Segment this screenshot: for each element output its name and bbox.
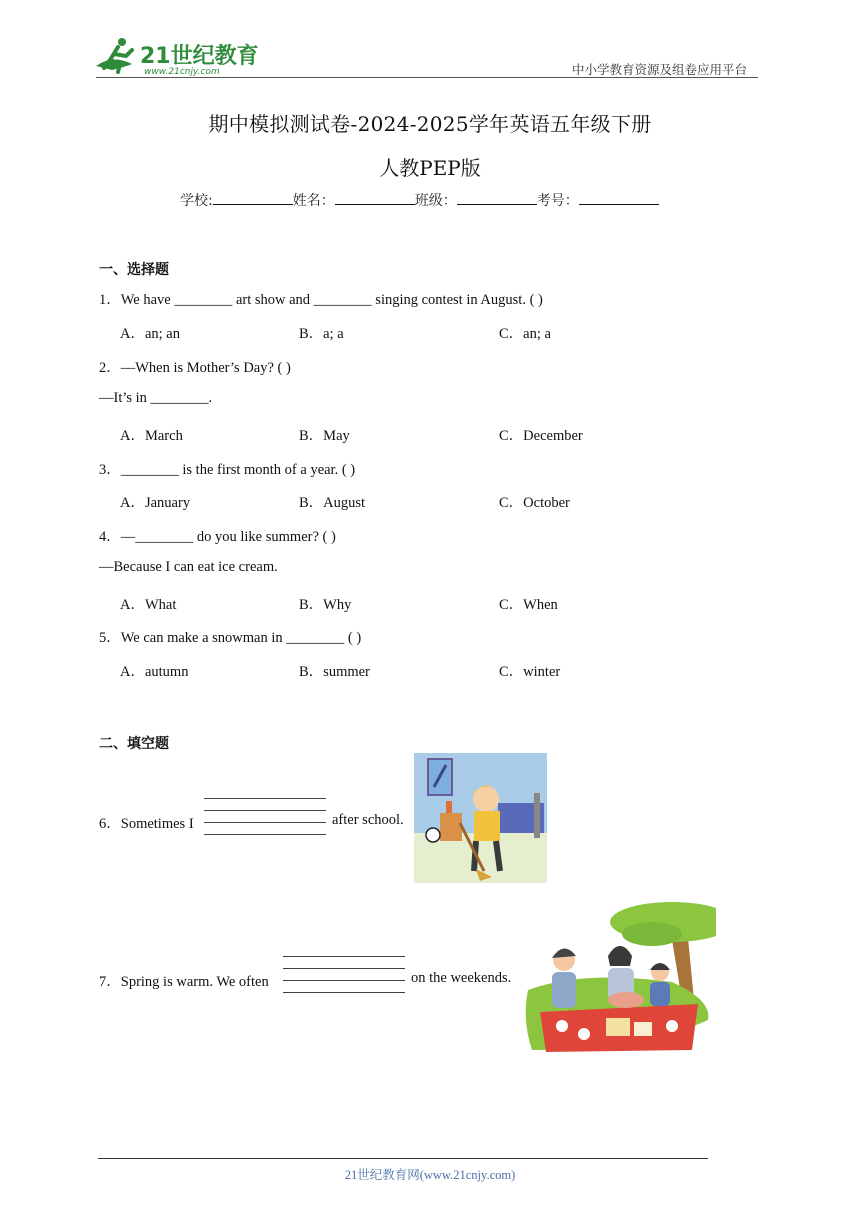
option-a[interactable]: A．January (120, 495, 191, 511)
student-info-row (180, 190, 659, 210)
option-a[interactable]: A．an; an (120, 326, 180, 342)
question-5 (99, 626, 361, 647)
question-text: We can make a snowman in ________ ( ) (120, 630, 362, 646)
question-4 (99, 525, 336, 546)
question-1 (99, 288, 543, 309)
option-c[interactable]: C．winter (499, 664, 561, 680)
question-number: 2． (99, 360, 121, 376)
class-label: 班级： (414, 193, 457, 209)
question-text: —When is Mother’s Day? ( ) (120, 360, 291, 376)
page-subtitle: 人教PEP版 (379, 156, 481, 180)
option-a[interactable]: A．autumn (120, 664, 189, 680)
family-picnic-image (522, 900, 716, 1058)
question-text-before: Spring is warm. We often (120, 974, 269, 990)
option-c[interactable]: C．an; a (499, 326, 551, 342)
question-2-answer-line: —It’s in ________. (99, 390, 213, 406)
option-b[interactable]: B．May (299, 428, 350, 444)
svg-text:www.21cnjy.com: www.21cnjy.com (144, 67, 220, 77)
question-6 (99, 812, 194, 833)
header-platform-text: 中小学教育资源及组卷应用平台 (572, 62, 748, 77)
boy-sweeping-image (414, 753, 547, 883)
question-2 (99, 356, 291, 377)
question-text: We have ________ art show and ________ singing contest in August. ( ) (120, 292, 543, 308)
option-c[interactable]: C．October (499, 495, 570, 511)
site-logo (92, 34, 262, 78)
option-a[interactable]: A．March (120, 428, 183, 444)
option-b[interactable]: B．August (299, 495, 366, 511)
question-number: 3． (99, 462, 121, 478)
question-7-text-after: on the weekends. (411, 970, 512, 986)
question-number: 1． (99, 292, 121, 308)
question-number: 5． (99, 630, 121, 646)
name-label: 姓名： (292, 193, 335, 209)
section1-title: 一、选择题 (99, 262, 169, 278)
header-divider (96, 77, 758, 78)
page-title: 期中模拟测试卷-2024-2025学年英语五年级下册 (208, 112, 652, 136)
option-b[interactable]: B．summer (299, 664, 370, 680)
question-number: 6． (99, 816, 121, 832)
question-number: 4． (99, 529, 121, 545)
name-blank[interactable] (335, 190, 415, 205)
question-6-text-after: after school. (332, 812, 404, 828)
option-b[interactable]: B．a; a (299, 326, 344, 342)
question-3 (99, 458, 355, 479)
section2-title: 二、填空题 (99, 736, 169, 752)
option-c[interactable]: C．December (499, 428, 583, 444)
option-b[interactable]: B．Why (299, 597, 352, 613)
question-text: ________ is the first month of a year. ( ) (120, 462, 356, 478)
question-number: 7． (99, 974, 121, 990)
school-blank[interactable] (213, 190, 293, 205)
exam-no-blank[interactable] (579, 190, 659, 205)
question-text: —________ do you like summer? ( ) (120, 529, 336, 545)
question-7 (99, 970, 269, 991)
exam-no-label: 考号： (536, 193, 579, 209)
school-label: 学校: (180, 193, 213, 209)
footer-divider (98, 1158, 708, 1159)
option-a[interactable]: A．What (120, 597, 177, 613)
question-4-answer-line: —Because I can eat ice cream. (99, 559, 278, 575)
footer-site-link[interactable]: 21世纪教育网(www.21cnjy.com) (344, 1168, 516, 1182)
class-blank[interactable] (457, 190, 537, 205)
svg-text:21世纪教育: 21世纪教育 (140, 44, 259, 69)
question-text-before: Sometimes I (120, 816, 194, 832)
question-7-answer-lines[interactable] (283, 956, 405, 1004)
option-c[interactable]: C．When (499, 597, 558, 613)
question-6-answer-lines[interactable] (204, 798, 326, 846)
